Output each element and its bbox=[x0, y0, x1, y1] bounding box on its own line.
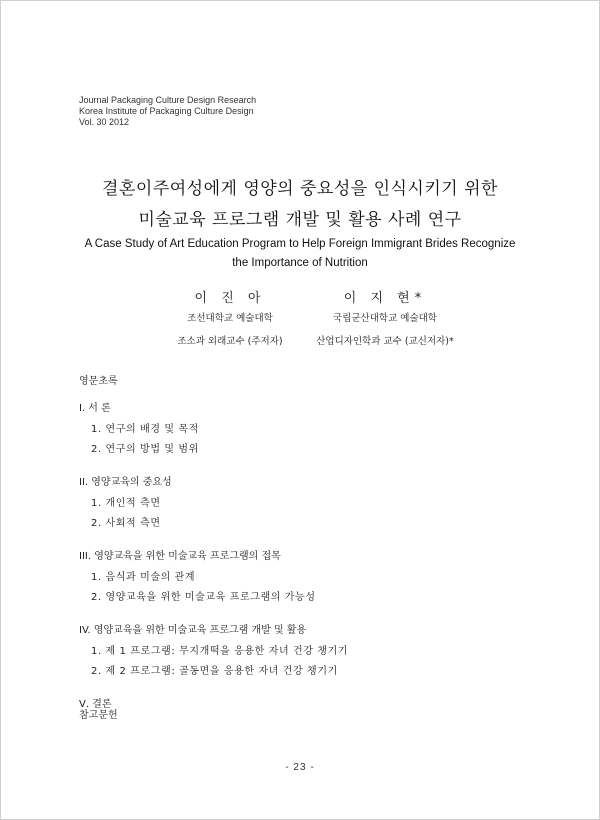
author-1-affiliation: 조선대학교 예술대학 bbox=[187, 313, 273, 324]
author-1-role: 조소과 외래교수 (주저자) bbox=[177, 336, 283, 347]
author-2-name: 이 지 현* bbox=[343, 291, 427, 306]
toc-section-5 bbox=[79, 698, 539, 712]
abstract-heading: 영문초록 bbox=[79, 376, 118, 387]
journal-info bbox=[79, 95, 256, 128]
toc-heading: III. 영양교육을 위한 미술교육 프로그램의 접목 bbox=[79, 551, 281, 562]
toc-sub-item: 2. 연구의 방법 및 범위 bbox=[91, 444, 199, 455]
toc-sub-item: 2. 사회적 측면 bbox=[91, 518, 161, 529]
title-korean-line2: 미술교육 프로그램 개발 및 활용 사례 연구 bbox=[138, 210, 462, 230]
title-english-line2: the Importance of Nutrition bbox=[232, 257, 368, 269]
author-2 bbox=[285, 290, 485, 349]
toc-sub-item: 1. 제 1 프로그램: 무지개떡을 응용한 자녀 건강 챙기기 bbox=[91, 646, 349, 657]
toc-sub-item: 1. 연구의 배경 및 목적 bbox=[91, 424, 199, 435]
toc-sub-item: 2. 영양교육을 위한 미술교육 프로그램의 가능성 bbox=[91, 592, 316, 603]
journal-volume: Vol. 30 2012 bbox=[79, 117, 130, 127]
toc-sub-item: 1. 음식과 미술의 관계 bbox=[91, 572, 196, 583]
toc-heading: Ⅴ. 결론 bbox=[79, 699, 112, 710]
toc-heading: Ⅰ. 서 론 bbox=[79, 403, 111, 414]
title-english-line1: A Case Study of Art Education Program to Help Foreign Immigrant Brides Recognize bbox=[84, 238, 516, 250]
page-number: - 23 - bbox=[285, 762, 315, 773]
toc-sub-item: 2. 제 2 프로그램: 골동면을 응용한 자녀 건강 챙기기 bbox=[91, 666, 338, 677]
toc-section-3 bbox=[79, 550, 539, 608]
author-2-role: 산업디자인학과 교수 (교신저자)* bbox=[316, 336, 454, 347]
references-heading: 참고문헌 bbox=[79, 710, 118, 721]
title-korean-line1: 결혼이주여성에게 영양의 중요성을 인식시키기 위한 bbox=[102, 179, 498, 199]
toc-sub-item: 1. 개인적 측면 bbox=[91, 498, 161, 509]
toc-heading: IV. 영양교육을 위한 미술교육 프로그램 개발 및 활용 bbox=[79, 625, 307, 636]
toc-heading: II. 영양교육의 중요성 bbox=[79, 477, 172, 488]
toc-section-2 bbox=[79, 476, 539, 534]
journal-institute: Korea Institute of Packaging Culture Design bbox=[79, 106, 254, 116]
toc-section-4 bbox=[79, 624, 539, 682]
author-2-affiliation: 국립군산대학교 예술대학 bbox=[333, 313, 437, 324]
table-of-contents bbox=[79, 402, 539, 728]
toc-section-1 bbox=[79, 402, 539, 460]
journal-name: Journal Packaging Culture Design Research bbox=[79, 95, 257, 105]
author-1-name: 이 진 아 bbox=[194, 291, 266, 306]
